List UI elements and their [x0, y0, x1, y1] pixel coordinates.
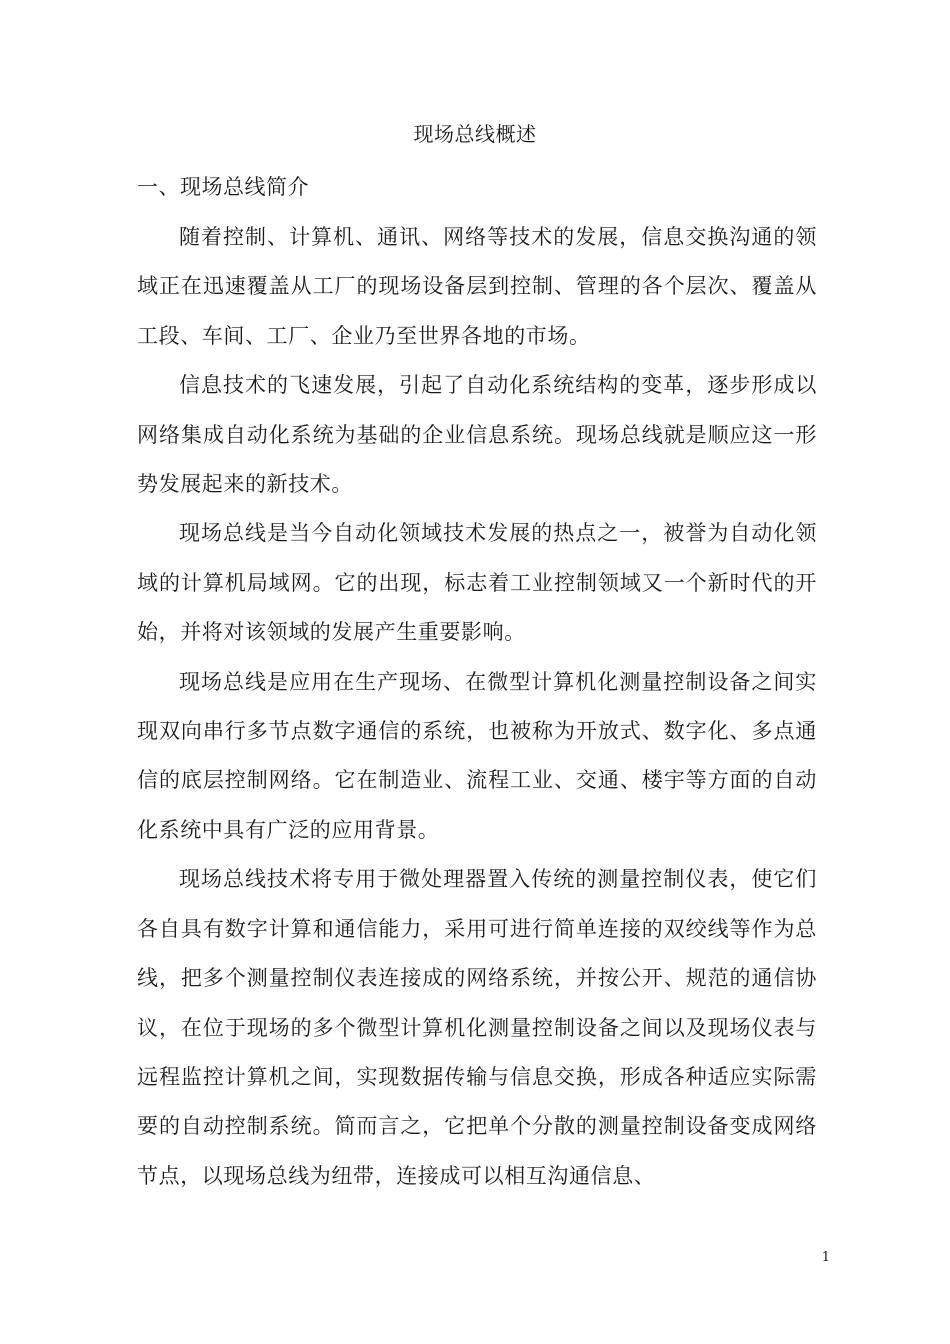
paragraph-4: 现场总线是应用在生产现场、在微型计算机化测量控制设备之间实现双向串行多节点数字通信的系统，也被称为开放式、数字化、多点通信的底层控制网络。它在制造业、流程工业、交通、楼宇等方面的自动化系统中具有广泛的应用背景。	[137, 669, 817, 842]
body-text	[137, 213, 817, 1201]
page-number: 1	[821, 1250, 830, 1265]
paragraph-2: 信息技术的飞速发展，引起了自动化系统结构的变革，逐步形成以网络集成自动化系统为基础的企业信息系统。现场总线就是顺应这一形势发展起来的新技术。	[137, 373, 817, 497]
section-heading: 一、现场总线简介	[137, 175, 309, 199]
paragraph-3: 现场总线是当今自动化领域技术发展的热点之一，被誉为自动化领域的计算机局域网。它的出现，标志着工业控制领域又一个新时代的开始，并将对该领域的发展产生重要影响。	[137, 521, 817, 645]
paragraph-5: 现场总线技术将专用于微处理器置入传统的测量控制仪表，使它们各自具有数字计算和通信能力，采用可进行简单连接的双绞线等作为总线，把多个测量控制仪表连接成的网络系统，并按公开、规范的通信协议，在位于现场的多个微型计算机化测量控制设备之间以及现场仪表与远程监控计算机之间，实现数据传输与信息交换，形成各种适应实际需要的自动控制系统。简而言之，它把单个分散的测量控制设备变成网络节点，以现场总线为纽带，连接成可以相互沟通信息、	[137, 867, 817, 1188]
paragraph-1: 随着控制、计算机、通讯、网络等技术的发展，信息交换沟通的领域正在迅速覆盖从工厂的现场设备层到控制、管理的各个层次、覆盖从工段、车间、工厂、企业乃至世界各地的市场。	[137, 225, 817, 348]
document-title: 现场总线概述	[413, 122, 537, 146]
